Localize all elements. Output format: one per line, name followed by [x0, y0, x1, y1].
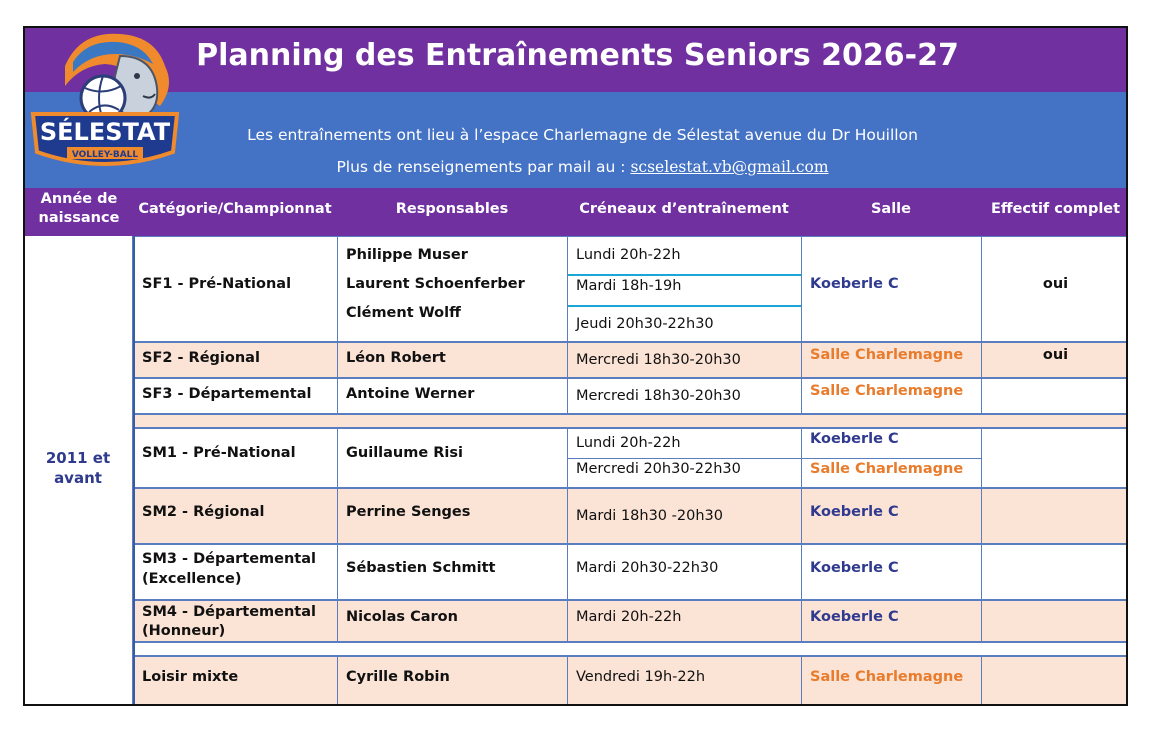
venue-label: Koeberle C	[810, 276, 899, 292]
category-sm2: SM2 - Régional	[142, 504, 265, 520]
header-salle: Salle	[870, 201, 911, 217]
year-cell	[25, 236, 133, 706]
title-band	[25, 28, 1128, 92]
venue-label: Salle Charlemagne	[810, 669, 964, 685]
page-title: Planning des Entraînements Seniors 2026-27	[196, 38, 959, 73]
responsable-name: Philippe Muser	[346, 247, 468, 263]
responsable-name: Cyrille Robin	[346, 669, 450, 685]
responsable-name: Sébastien Schmitt	[346, 560, 496, 576]
location-info: Les entraînements ont lieu à l’espace Charlemagne de Sélestat avenue du Dr Houillon	[247, 126, 918, 144]
info-band	[25, 92, 1128, 188]
category-sf1: SF1 - Pré-National	[142, 276, 292, 292]
header-creneaux: Créneaux d’entraînement	[579, 201, 789, 217]
year-group-label: 2011 et avant	[45, 449, 111, 487]
contact-prefix: Plus de renseignements par mail au :	[336, 158, 631, 176]
slot-time: Mercredi 18h30-20h30	[576, 388, 741, 404]
email-link[interactable]: scselestat.vb@gmail.com	[630, 158, 829, 176]
slot-time: Lundi 20h-22h	[576, 435, 681, 451]
venue-label: Koeberle C	[810, 560, 899, 576]
schedule-sheet	[23, 26, 1128, 706]
club-logo-icon	[25, 26, 185, 174]
header-category: Catégorie/Championnat	[138, 201, 332, 217]
responsable-name: Léon Robert	[346, 350, 446, 366]
slot-time: Mardi 18h30 -20h30	[576, 508, 723, 524]
responsable-name: Antoine Werner	[346, 386, 475, 402]
slot-time: Jeudi 20h30-22h30	[576, 316, 714, 332]
responsable-name: Clément Wolff	[346, 305, 461, 321]
slot-time: Lundi 20h-22h	[576, 247, 681, 263]
header-effectif: Effectif complet	[990, 201, 1121, 217]
header-year: Année de naissance	[38, 191, 120, 226]
venue-label: Salle Charlemagne	[810, 347, 964, 363]
header-responsables: Responsables	[395, 201, 509, 217]
effectif-value: oui	[1042, 347, 1069, 363]
responsable-name: Guillaume Risi	[346, 445, 463, 461]
venue-label: Koeberle C	[810, 431, 899, 447]
row-spacer	[133, 414, 1128, 428]
category-loisir: Loisir mixte	[142, 669, 239, 685]
row-spacer	[133, 642, 1128, 656]
responsable-name: Laurent Schoenferber	[346, 276, 525, 292]
slot-time: Mercredi 18h30-20h30	[576, 352, 741, 368]
effectif-value: oui	[1042, 276, 1069, 292]
venue-label: Koeberle C	[810, 504, 899, 520]
venue-label: Salle Charlemagne	[810, 461, 964, 477]
responsable-name: Nicolas Caron	[346, 609, 458, 625]
svg-text:SÉLESTAT: SÉLESTAT	[39, 118, 171, 146]
slot-time: Mercredi 20h30-22h30	[576, 461, 741, 477]
category-sm1: SM1 - Pré-National	[142, 445, 296, 461]
slot-time: Vendredi 19h-22h	[576, 669, 706, 685]
venue-label: Koeberle C	[810, 609, 899, 625]
category-sm4: SM4 - Départemental (Honneur)	[142, 604, 316, 639]
responsable-name: Perrine Senges	[346, 504, 471, 520]
category-sf2: SF2 - Régional	[142, 350, 260, 366]
slot-time: Mardi 18h-19h	[576, 278, 682, 294]
table-header	[25, 188, 1128, 236]
category-sm3: SM3 - Départemental (Excellence)	[142, 551, 316, 587]
venue-label: Salle Charlemagne	[810, 383, 964, 399]
svg-text:VOLLEY-BALL: VOLLEY-BALL	[71, 150, 139, 160]
slot-time: Mardi 20h-22h	[576, 609, 682, 625]
category-sf3: SF3 - Départemental	[142, 386, 312, 402]
contact-info	[175, 158, 990, 176]
slot-time: Mardi 20h30-22h30	[576, 560, 719, 576]
